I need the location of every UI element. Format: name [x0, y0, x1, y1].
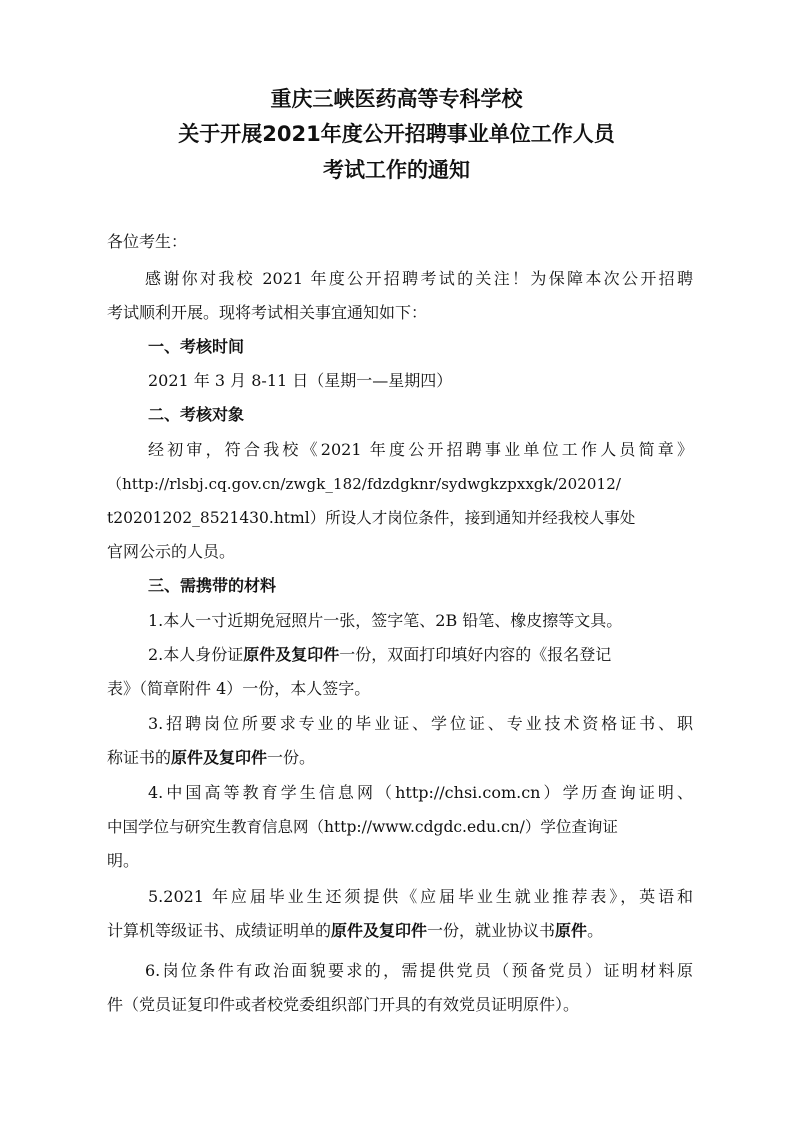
- material-item-2-text-c: 一份，双面打印填好内容的《报名登记: [339, 645, 612, 664]
- intro-line-1: 感谢你对我校 2021 年度公开招聘考试的关注！为保障本次公开招聘: [145, 269, 693, 288]
- material-item-3-line-1: 3.招聘岗位所要求专业的毕业证、学位证、专业技术资格证书、职: [148, 714, 693, 733]
- material-item-4-line-3: 明。: [107, 851, 140, 870]
- section-2-url-line: （http://rlsbj.cq.gov.cn/zwgk_182/fdzdgknr/sydwgkzpxxgk/202012/: [107, 475, 621, 493]
- section-1-heading: 一、考核时间: [148, 337, 245, 356]
- material-item-5-line-2: [107, 918, 603, 944]
- material-item-4-line-2: 中国学位与研究生教育信息网（http://www.cdgdc.edu.cn/）学位查询证: [107, 818, 618, 836]
- original-and-copy-emphasis: 原件及复印件: [171, 748, 268, 767]
- material-item-5-line-1: 5.2021 年应届毕业生还须提供《应届毕业生就业推荐表》，英语和: [148, 887, 693, 906]
- original-emphasis: 原件: [555, 921, 588, 940]
- section-2-line-1: 经初审，符合我校《2021 年度公开招聘事业单位工作人员简章》: [148, 440, 693, 459]
- title-line-1: 重庆三峡医药高等专科学校: [270, 87, 523, 111]
- material-item-6-line-1: 6.岗位条件有政治面貌要求的，需提供党员（预备党员）证明材料原: [145, 961, 693, 980]
- title-line-2: 关于开展2021年度公开招聘事业单位工作人员: [178, 122, 615, 146]
- material-item-3-text-a: 称证书的: [107, 748, 172, 767]
- material-item-3-text-c: 一份。: [267, 748, 316, 767]
- original-and-copy-emphasis: 原件及复印件: [331, 921, 428, 940]
- title-line-3: 考试工作的通知: [323, 158, 470, 182]
- original-and-copy-emphasis: 原件及复印件: [243, 645, 340, 664]
- section-1-body: 2021 年 3 月 8-11 日（星期一—星期四）: [148, 371, 453, 390]
- material-item-5-text-a: 计算机等级证书、成绩证明单的: [107, 921, 332, 940]
- material-item-2-line-2: 表》（简章附件 4）一份，本人签字。: [107, 679, 371, 698]
- material-item-3-line-2: [107, 745, 315, 771]
- material-item-5-text-c: 一份，就业协议书: [427, 921, 556, 940]
- salutation: 各位考生：: [107, 232, 188, 251]
- material-item-1: 1.本人一寸近期免冠照片一张，签字笔、2B 铅笔、橡皮擦等文具。: [148, 611, 623, 630]
- material-item-6-line-2: 件（党员证复印件或者校党委组织部门开具的有效党员证明原件）。: [107, 995, 580, 1014]
- section-2-line-3: t20201202_8521430.html）所设人才岗位条件，接到通知并经我校人事处: [107, 509, 636, 527]
- material-item-4-line-1: 4.中国高等教育学生信息网（http://chsi.com.cn）学历查询证明、: [148, 783, 693, 802]
- material-item-5-text-e: 。: [587, 921, 604, 940]
- section-2-heading: 二、考核对象: [148, 405, 245, 424]
- intro-line-2: 考试顺利开展。现将考试相关事宜通知如下：: [107, 303, 428, 322]
- section-2-line-4: 官网公示的人员。: [107, 542, 236, 561]
- section-3-heading: 三、需携带的材料: [148, 576, 277, 595]
- material-item-2-text-a: 2.本人身份证: [148, 645, 244, 664]
- material-item-2-line-1: [148, 642, 611, 668]
